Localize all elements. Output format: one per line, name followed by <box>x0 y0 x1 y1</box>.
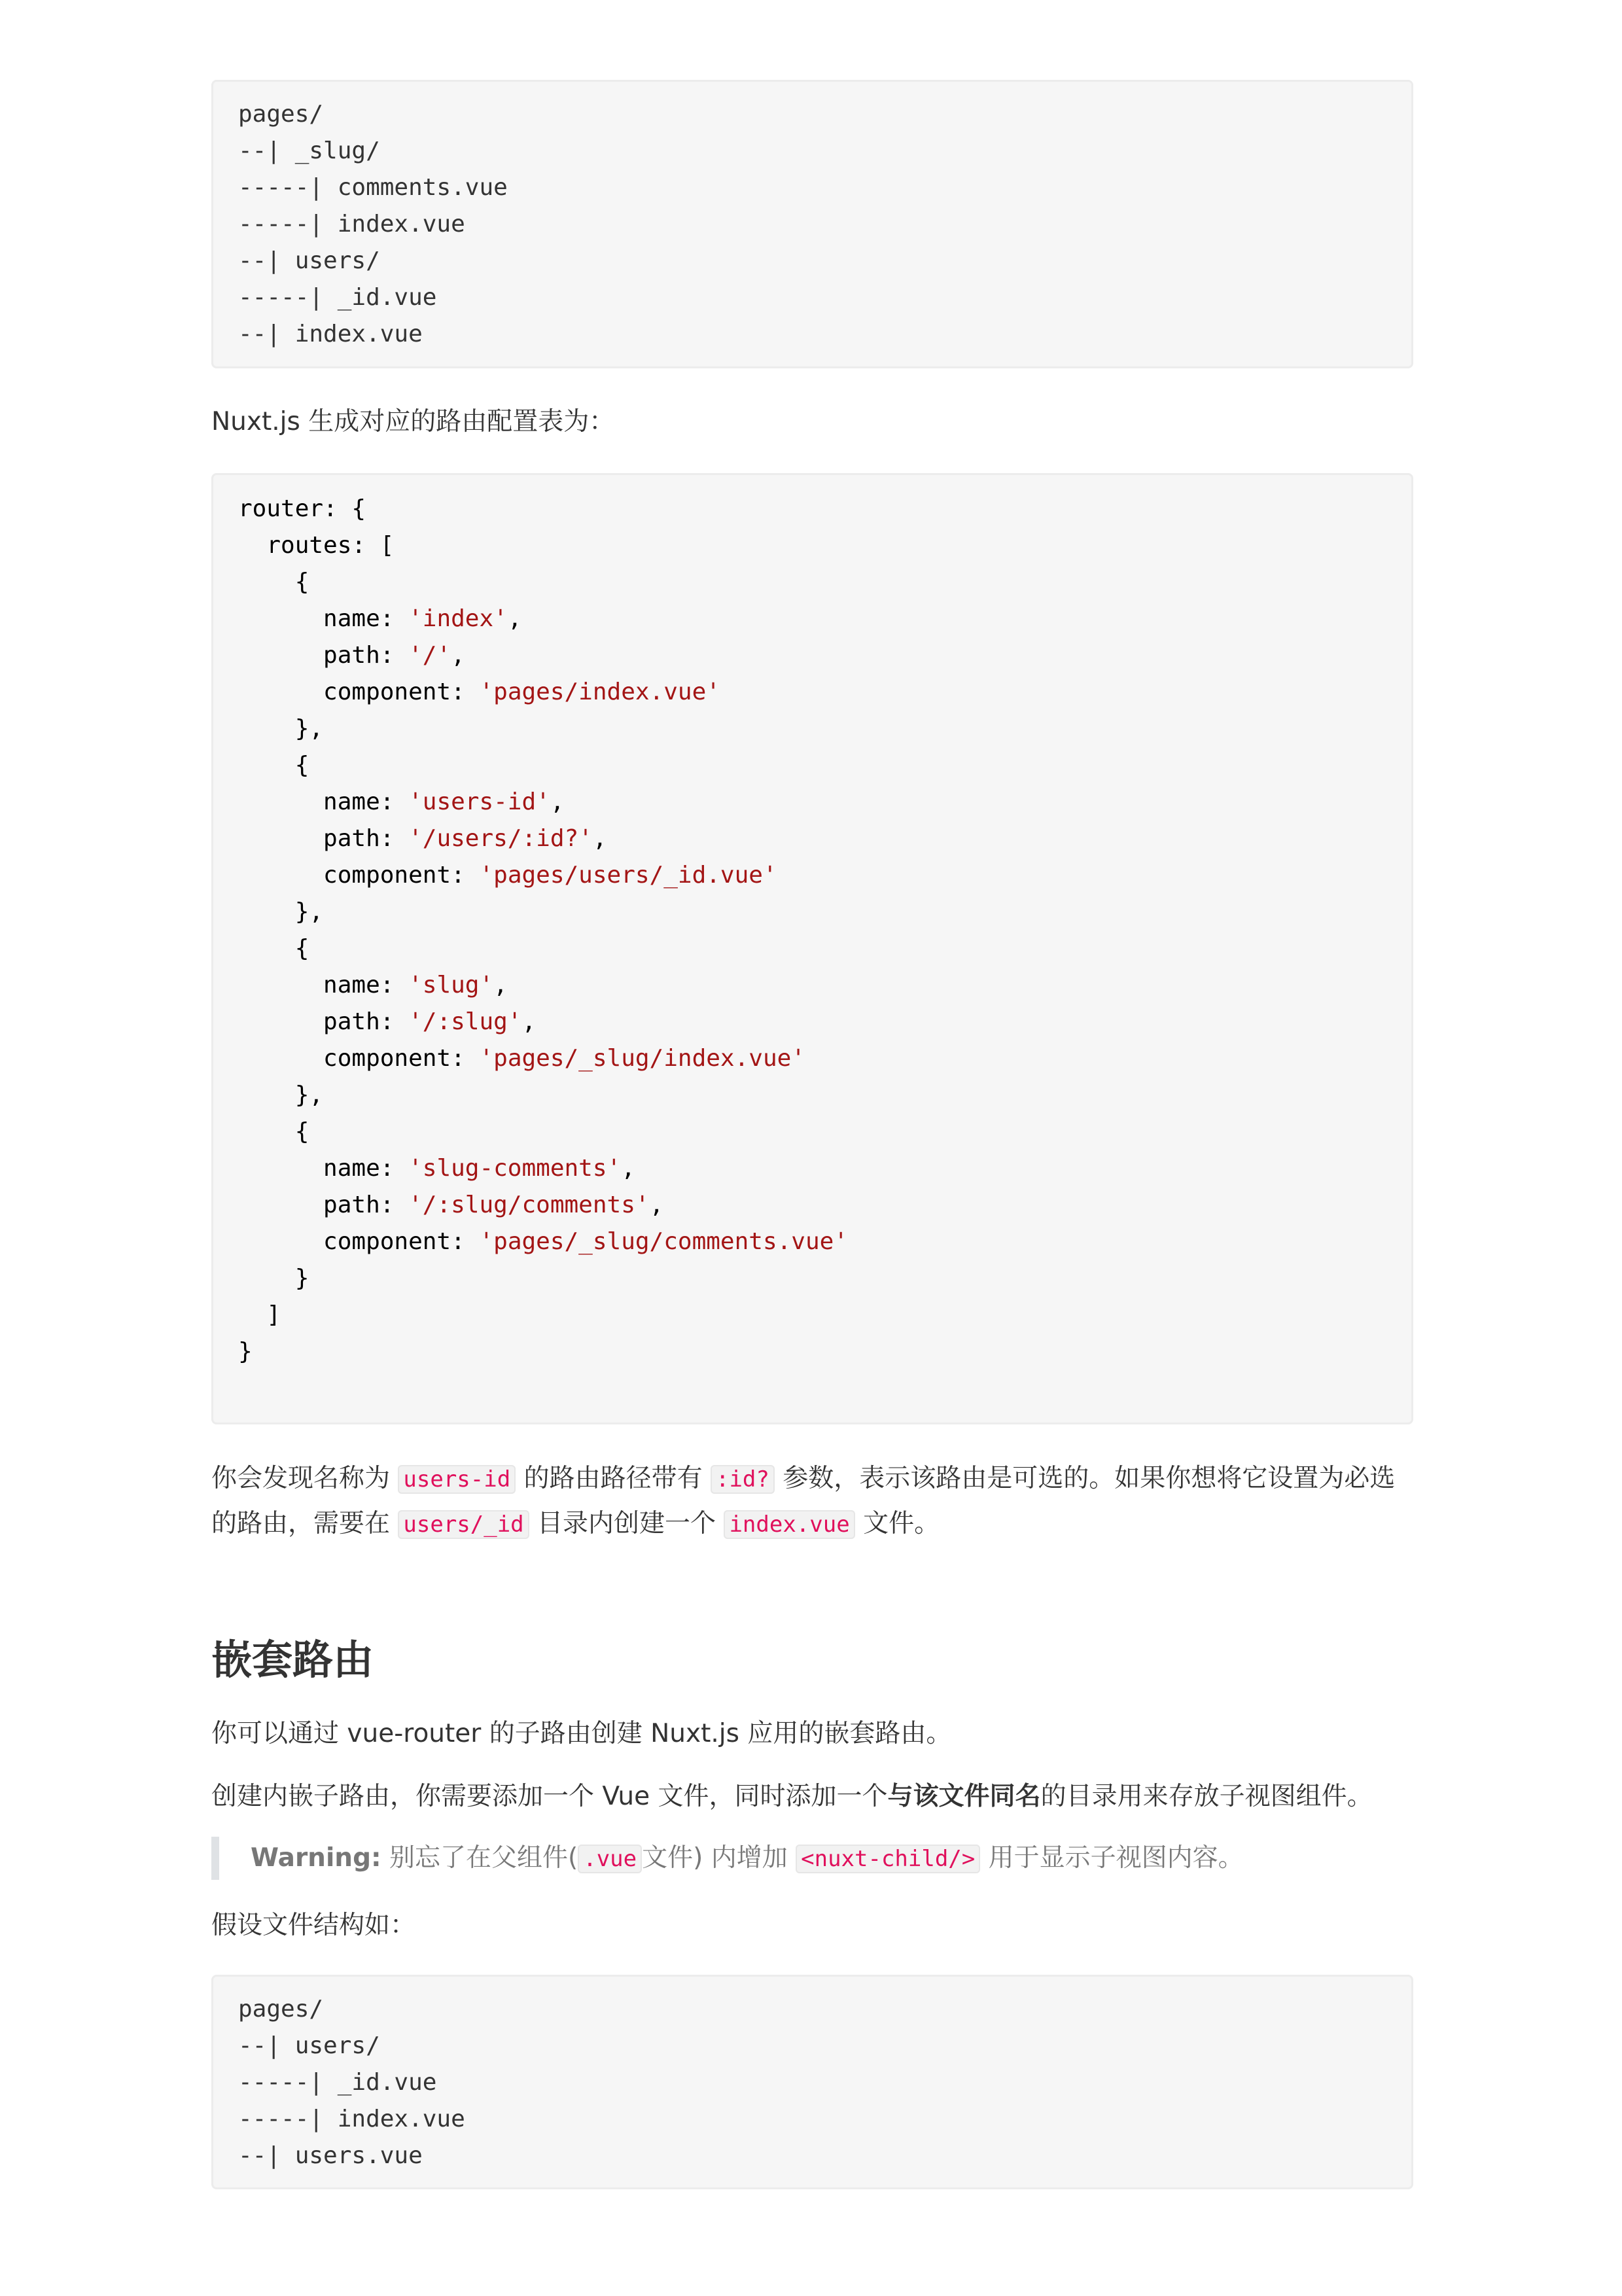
code-line: -----| _id.vue <box>238 284 437 311</box>
text: 的路由路径带有 <box>516 1464 711 1493</box>
code-punct: , <box>550 788 565 815</box>
text: 用于显示子视图内容。 <box>980 1843 1244 1873</box>
intro-paragraph: Nuxt.js 生成对应的路由配置表为： <box>211 407 615 436</box>
code-punct: , <box>592 825 607 852</box>
inline-code: users/_id <box>398 1510 529 1539</box>
code-line: } <box>238 1265 309 1292</box>
code-string: 'pages/users/_id.vue' <box>479 862 777 889</box>
code-string: '/users/:id?' <box>408 825 593 852</box>
code-line: router: { <box>238 495 366 522</box>
text: 文件。 <box>855 1509 940 1538</box>
code-key: name: <box>238 788 409 815</box>
code-line: --| users.vue <box>238 2142 423 2169</box>
code-text <box>238 491 1411 1370</box>
text: 的目录用来存放子视图组件。 <box>1040 1782 1373 1811</box>
code-key: name: <box>238 972 409 998</box>
bold-text: 与该文件同名 <box>887 1782 1041 1811</box>
code-string: 'slug' <box>408 972 494 998</box>
code-text <box>238 1991 1411 2174</box>
section-heading: 嵌套路由 <box>211 1636 374 1684</box>
code-string: 'index' <box>408 605 508 632</box>
code-block-nested-tree <box>211 1975 1413 2189</box>
code-line: --| _slug/ <box>238 137 380 164</box>
code-string: '/:slug' <box>408 1008 522 1035</box>
code-line: -----| comments.vue <box>238 174 508 201</box>
code-line: { <box>238 1118 309 1145</box>
code-key: component: <box>238 1228 480 1255</box>
code-key: path: <box>238 1192 409 1218</box>
code-punct: , <box>451 642 465 669</box>
text: 创建内嵌子路由，你需要添加一个 Vue 文件，同时添加一个 <box>211 1782 888 1811</box>
nested-paragraph-1: 你可以通过 vue-router 的子路由创建 Nuxt.js 应用的嵌套路由。 <box>211 1719 952 1748</box>
code-string: 'pages/index.vue' <box>479 679 720 705</box>
code-key: path: <box>238 1008 409 1035</box>
code-punct: , <box>493 972 508 998</box>
code-key: name: <box>238 605 409 632</box>
code-block-file-tree <box>211 80 1413 368</box>
code-key: name: <box>238 1155 409 1182</box>
code-line: --| users/ <box>238 2032 380 2059</box>
code-line: { <box>238 569 309 595</box>
code-block-router-config <box>211 473 1413 1424</box>
inline-code: index.vue <box>724 1510 855 1539</box>
nested-paragraph-2 <box>211 1775 1413 1819</box>
code-punct: , <box>649 1192 664 1218</box>
code-string: '/:slug/comments' <box>408 1192 650 1218</box>
code-line: -----| _id.vue <box>238 2069 437 2096</box>
code-punct: , <box>521 1008 537 1035</box>
code-string: '/' <box>408 642 451 669</box>
code-line: }, <box>238 898 324 925</box>
code-line: { <box>238 935 309 962</box>
code-text <box>238 96 1411 353</box>
code-line: -----| index.vue <box>238 2106 465 2132</box>
text: 文件) 内增加 <box>642 1843 796 1873</box>
warning-label: Warning: <box>251 1843 381 1873</box>
code-string: 'slug-comments' <box>408 1155 622 1182</box>
code-line: --| users/ <box>238 247 380 274</box>
inline-code: <nuxt-child/> <box>796 1845 980 1873</box>
warning-blockquote <box>211 1837 1413 1880</box>
code-line: }, <box>238 1082 324 1108</box>
structure-paragraph: 假设文件结构如： <box>211 1911 416 1940</box>
optional-route-paragraph <box>211 1457 1413 1547</box>
code-string: 'pages/_slug/index.vue' <box>479 1045 805 1072</box>
code-key: path: <box>238 642 409 669</box>
inline-code: .vue <box>578 1845 642 1873</box>
text: 你会发现名称为 <box>211 1464 398 1493</box>
code-key: component: <box>238 679 480 705</box>
code-line: ] <box>238 1301 281 1328</box>
code-line: routes: [ <box>238 532 395 559</box>
code-line: pages/ <box>238 1996 324 2022</box>
code-key: path: <box>238 825 409 852</box>
inline-code: :id? <box>711 1465 775 1494</box>
code-line: }, <box>238 715 324 742</box>
code-line: -----| index.vue <box>238 211 465 238</box>
code-line: pages/ <box>238 101 324 128</box>
code-line: --| index.vue <box>238 321 423 347</box>
code-key: component: <box>238 1045 480 1072</box>
code-key: component: <box>238 862 480 889</box>
code-string: 'users-id' <box>408 788 550 815</box>
code-string: 'pages/_slug/comments.vue' <box>479 1228 848 1255</box>
code-line: } <box>238 1338 253 1365</box>
text: 目录内创建一个 <box>529 1509 724 1538</box>
inline-code: users-id <box>398 1465 516 1494</box>
text: 别忘了在父组件( <box>381 1843 578 1873</box>
code-line: { <box>238 752 309 779</box>
code-punct: , <box>507 605 522 632</box>
text: 参数，表示该路由是可选的。如果你想将它设置为必选的路由，需要在 <box>211 1464 1396 1538</box>
code-punct: , <box>621 1155 635 1182</box>
